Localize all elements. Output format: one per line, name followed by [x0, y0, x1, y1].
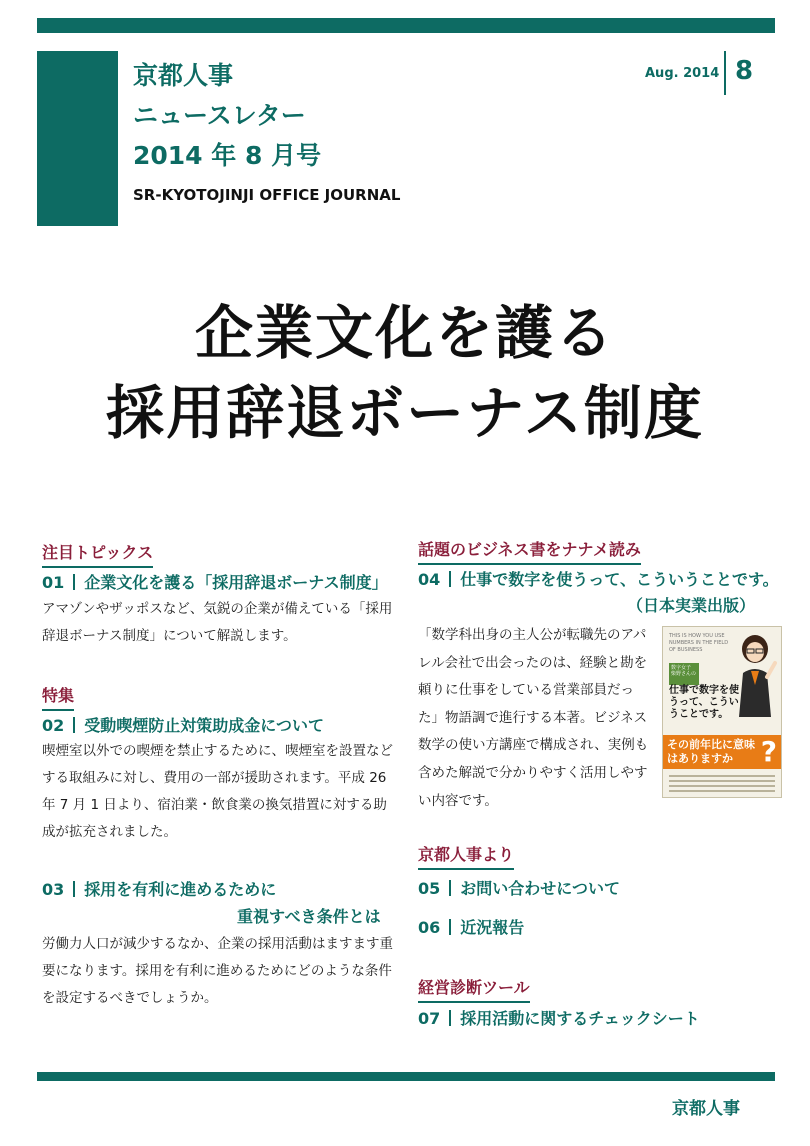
- book-cover-fineprint: [669, 775, 775, 795]
- journal-name: SR-KYOTOJINJI OFFICE JOURNAL: [133, 186, 401, 204]
- item-title: 近況報告: [460, 918, 525, 937]
- item-separator: [73, 574, 75, 590]
- toc-item-03[interactable]: [42, 877, 276, 900]
- toc-item-04[interactable]: [418, 567, 779, 590]
- top-rule: [37, 18, 775, 33]
- item-separator: [449, 919, 451, 935]
- book-cover-image: [662, 626, 782, 798]
- section-heading-topics: 注目トピックス: [42, 540, 153, 568]
- issue-divider: [724, 51, 726, 95]
- recruit-summary: 労働力人口が減少するなか、企業の採用活動はますます重要になります。採用を有利に進めるためにどのような条件を設定するべきでしょうか。: [42, 936, 393, 1006]
- toc-item-03-line2[interactable]: 重視すべき条件とは: [237, 907, 381, 926]
- book-cover-title: 仕事で数字を使うって、こういうことです。: [669, 685, 739, 720]
- book-publisher: （日本実業出版）: [627, 596, 756, 615]
- feature-summary: 喫煙室以外での喫煙を禁止するために、喫煙室を設置などする取組みに対し、費用の一部が援助されます。平成 26 年 7 月 1 日より、宿泊業・飲食業の換気措置に対する助成が拡充されました。: [42, 743, 393, 840]
- item-separator: [449, 571, 451, 587]
- item-title-line1: 採用を有利に進めるために: [84, 880, 277, 899]
- book-banner-text: その前年比に意味はありますか: [667, 738, 755, 765]
- question-mark-icon: ?: [760, 735, 777, 768]
- item-title: 受動喫煙防止対策助成金について: [84, 716, 324, 735]
- item-number: 05: [418, 879, 441, 898]
- item-separator: [449, 880, 451, 896]
- item-title: 企業文化を護る「採用辞退ボーナス制度」: [84, 573, 388, 592]
- section-heading-tool: 経営診断ツール: [418, 975, 530, 1003]
- issue-date: Aug. 2014: [645, 66, 720, 81]
- toc-item-01[interactable]: [42, 570, 388, 593]
- topic-summary: アマゾンやザッポスなど、気鋭の企業が備えている「採用辞退ボーナス制度」について解説します。: [42, 601, 393, 644]
- section-heading-feature: 特集: [42, 683, 74, 711]
- side-accent-block: [37, 51, 118, 226]
- bottom-rule: [37, 1072, 775, 1081]
- toc-item-06[interactable]: [418, 915, 524, 938]
- section-heading-from-us: 京都人事より: [418, 842, 514, 870]
- item-number: 06: [418, 918, 441, 937]
- book-character-illustration: [733, 633, 777, 717]
- item-title: 採用活動に関するチェックシート: [460, 1009, 700, 1028]
- main-title-line1: 企業文化を護る: [194, 299, 615, 367]
- book-summary: 「数学科出身の主人公が転職先のアパレル会社で出会ったのは、経験と勘を頼りに仕事をしている営業部員だった」物語調で進行する本著。ビジネス数学の使い方講座で構成され、実例も含めた解説で分かりやすく活用しやすい内容です。: [418, 627, 649, 809]
- footer-brand: 京都人事: [672, 1099, 740, 1119]
- toc-item-07[interactable]: [418, 1006, 700, 1029]
- toc-item-05[interactable]: [418, 876, 620, 899]
- newsletter-name: 京都人事: [133, 61, 234, 90]
- section-heading-books: 話題のビジネス書をナナメ読み: [418, 537, 641, 565]
- item-number: 01: [42, 573, 65, 592]
- item-separator: [73, 881, 75, 897]
- item-number: 02: [42, 716, 65, 735]
- item-number: 04: [418, 570, 441, 589]
- issue-number: 8: [735, 56, 754, 86]
- item-title: 仕事で数字を使うって、こういうことです。: [460, 570, 779, 589]
- item-number: 03: [42, 880, 65, 899]
- book-cover-english: THIS IS HOW YOU USE NUMBERS IN THE FIELD OF BUSINESS: [669, 633, 729, 653]
- item-separator: [73, 717, 75, 733]
- book-cover-tag: 数字女子 柴野さんの: [669, 663, 699, 685]
- main-title-line2: 採用辞退ボーナス制度: [106, 379, 704, 447]
- book-cover-banner: [663, 735, 781, 769]
- newsletter-subtitle: ニュースレター: [133, 101, 306, 130]
- item-number: 07: [418, 1009, 441, 1028]
- issue-title: 2014 年 8 月号: [133, 141, 322, 170]
- toc-item-02[interactable]: [42, 713, 324, 736]
- item-separator: [449, 1010, 451, 1026]
- item-title: お問い合わせについて: [460, 879, 620, 898]
